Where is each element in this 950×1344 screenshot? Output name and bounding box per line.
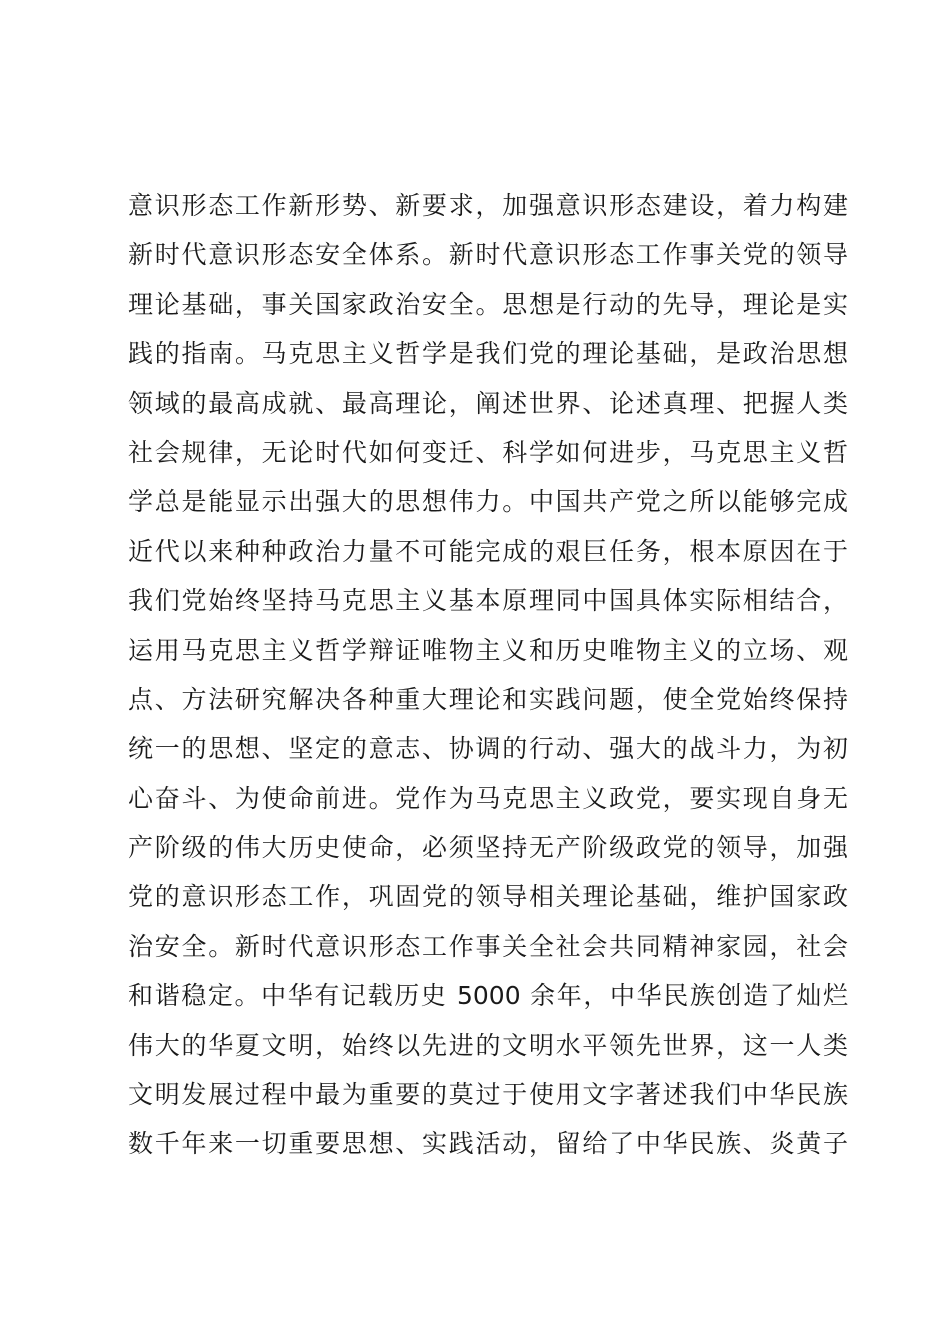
text-line: 理论基础，事关国家政治安全。思想是行动的先导，理论是实 bbox=[128, 289, 848, 319]
text-line: 和谐稳定。中华有记载历史 5000 余年，中华民族创造了灿烂 bbox=[128, 981, 848, 1011]
text-line: 点、方法研究解决各种重大理论和实践问题，使全党始终保持 bbox=[128, 684, 848, 714]
text-line: 伟大的华夏文明，始终以先进的文明水平领先世界，这一人类 bbox=[128, 1030, 848, 1060]
text-line: 近代以来种种政治力量不可能完成的艰巨任务，根本原因在于 bbox=[128, 536, 848, 566]
body-paragraph bbox=[128, 181, 848, 1169]
text-line: 践的指南。马克思主义哲学是我们党的理论基础，是政治思想 bbox=[128, 339, 848, 369]
text-line: 社会规律，无论时代如何变迁、科学如何进步，马克思主义哲 bbox=[128, 437, 848, 467]
text-line: 心奋斗、为使命前进。党作为马克思主义政党，要实现自身无 bbox=[128, 783, 848, 813]
text-line: 我们党始终坚持马克思主义基本原理同中国具体实际相结合， bbox=[128, 586, 848, 616]
text-line: 新时代意识形态安全体系。新时代意识形态工作事关党的领导 bbox=[128, 240, 848, 270]
text-line: 治安全。新时代意识形态工作事关全社会共同精神家园，社会 bbox=[128, 931, 848, 961]
text-line: 产阶级的伟大历史使命，必须坚持无产阶级政党的领导，加强 bbox=[128, 833, 848, 863]
text-line: 统一的思想、坚定的意志、协调的行动、强大的战斗力，为初 bbox=[128, 734, 848, 764]
text-line: 领域的最高成就、最高理论，阐述世界、论述真理、把握人类 bbox=[128, 388, 848, 418]
text-line: 运用马克思主义哲学辩证唯物主义和历史唯物主义的立场、观 bbox=[128, 635, 848, 665]
text-line: 文明发展过程中最为重要的莫过于使用文字著述我们中华民族 bbox=[128, 1080, 848, 1110]
text-line: 数千年来一切重要思想、实践活动，留给了中华民族、炎黄子 bbox=[128, 1129, 848, 1159]
text-line: 意识形态工作新形势、新要求，加强意识形态建设，着力构建 bbox=[128, 191, 848, 220]
text-line: 党的意识形态工作，巩固党的领导相关理论基础，维护国家政 bbox=[128, 882, 848, 912]
text-line: 学总是能显示出强大的思想伟力。中国共产党之所以能够完成 bbox=[128, 487, 848, 517]
